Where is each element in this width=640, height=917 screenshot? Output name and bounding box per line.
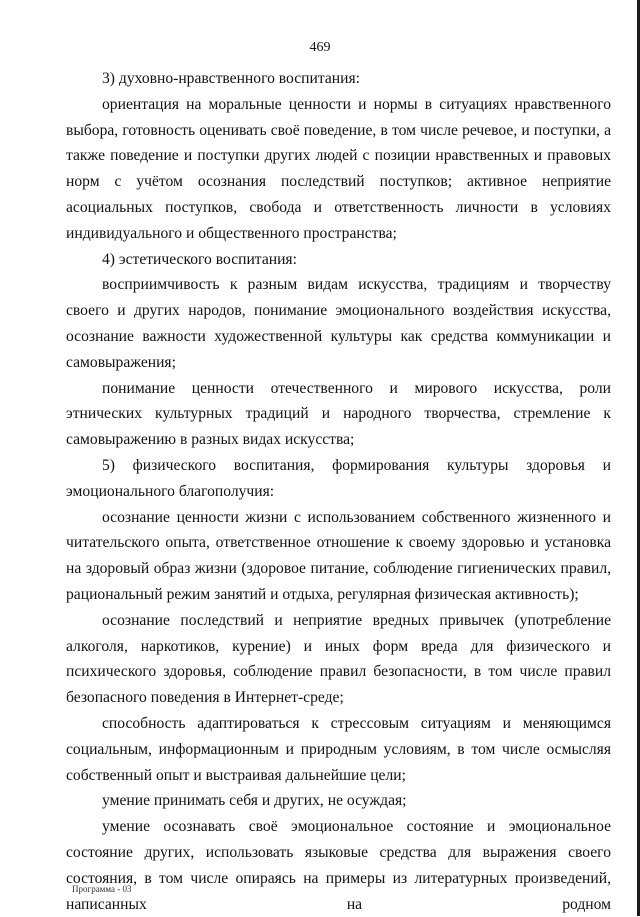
paragraph: умение принимать себя и других, не осуждая; (102, 792, 407, 810)
page-number: 469 (309, 40, 331, 55)
section-heading-physical: 5) физического воспитания, формирования культуры здоровья и эмоционального благополучия: (66, 456, 611, 500)
section-heading-aesthetic: 4) эстетического воспитания: (102, 250, 297, 268)
paragraph: понимание ценности отечественного и мирового искусства, роли этнических культурных традиций и народного творчества, стремление к самовыражению в разных видах искусства; (66, 379, 611, 449)
paragraph: умение осознавать своё эмоциональное состояние и эмоциональное состояние других, использовать языковые средства для выражения своего состояния, в том числе опираясь на примеры из литературных произведений, написанных на родном (66, 818, 611, 913)
paragraph: осознание ценности жизни с использованием собственного жизненного и читательского опыта, ответственное отношение к своему здоровью и установка на здоровый образ жизни (здоровое питание, соблюдение гигиенических правил, рациональный режим занятий и отдыха, регулярная физическая активность); (66, 508, 611, 603)
document-body (66, 66, 611, 917)
page-footer: Программа - 03 (72, 884, 132, 894)
paragraph: осознание последствий и неприятие вредных привычек (употребление алкоголя, наркотиков, курение) и иных форм вреда для физического и психического здоровья, соблюдение правил безопасности, в том числе правил безопасного поведения в Интернет-среде; (66, 611, 611, 707)
paragraph: восприимчивость к разным видам искусства, традициям и творчеству своего и других народов, понимание эмоционального воздействия искусства, осознание важности художественной культуры как средства коммуникации и самовыражения; (66, 276, 611, 371)
paragraph: ориентация на моральные ценности и нормы в ситуациях нравственного выбора, готовность оценивать своё поведение, в том числе речевое, и поступки, а также поведение и поступки других людей с позиции нравственных и правовых норм с учётом осознания последствий поступков; активное неприятие асоциальных поступков, свобода и ответственность личности в условиях индивидуального и общественного пространства; (66, 95, 611, 242)
section-heading-spiritual: 3) духовно-нравственного воспитания: (102, 70, 360, 87)
paragraph: способность адаптироваться к стрессовым ситуациям и меняющимся социальным, информационным и природным условиям, в том числе осмысляя собственный опыт и выстраивая дальнейшие цели; (66, 714, 611, 784)
